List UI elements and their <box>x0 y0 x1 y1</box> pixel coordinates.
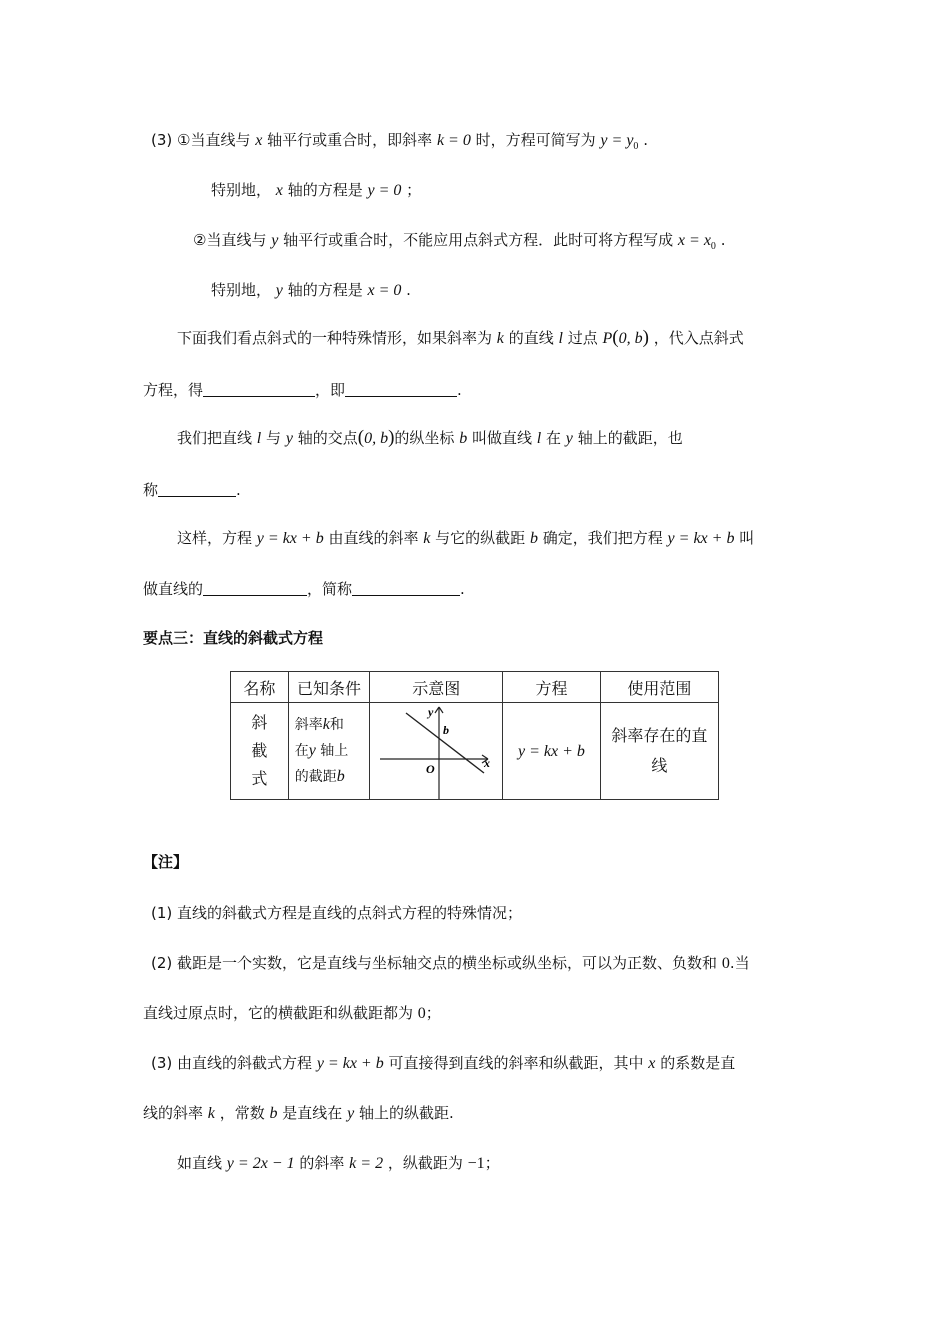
math-sub: 0 <box>710 241 716 252</box>
text: ； <box>406 181 422 199</box>
text: 下面我们看点斜式的一种特殊情形，如果斜率为 <box>177 329 493 347</box>
math-num: 0 <box>721 955 730 972</box>
math-var: b <box>336 768 345 785</box>
text: ； <box>484 1154 500 1172</box>
note-3-line-2 <box>143 1102 454 1125</box>
text: 轴上的截距，也 <box>577 429 683 447</box>
text: 做直线的 <box>143 580 204 598</box>
text: 的截距 <box>294 769 337 785</box>
text: 是直线在 <box>282 1104 343 1122</box>
math-point: 0, b <box>364 430 389 447</box>
math-var: y <box>275 282 283 299</box>
y-axis-arrow <box>435 707 439 713</box>
math-eq: y = y <box>600 132 634 149</box>
paren-close: ) <box>388 427 395 448</box>
cell-diagram <box>370 703 503 800</box>
origin-label: O <box>426 762 435 776</box>
text: 的直线 <box>508 329 554 347</box>
text: . <box>457 381 462 399</box>
slope-line <box>406 713 484 773</box>
text: 过点 <box>567 329 598 347</box>
text-line-p3-1 <box>177 527 754 550</box>
col-header-equation: 方程 <box>503 672 600 703</box>
y-axis-arrow <box>439 707 443 713</box>
math-var: l <box>558 330 563 347</box>
text: 直线过原点时，它的横截距和纵截距都为 <box>143 1004 414 1022</box>
name-char: 截 <box>251 741 268 760</box>
text: 轴平行或重合时，即斜率 <box>267 131 433 149</box>
text: (3) 由直线的斜截式方程 <box>151 1054 313 1072</box>
text: .当 <box>729 954 750 972</box>
math-var: b <box>459 430 468 447</box>
math-var: b <box>529 530 538 547</box>
text: ，简称 <box>307 580 353 598</box>
math-var: P <box>602 330 613 347</box>
math-eq: y = kx + b <box>256 530 324 547</box>
math-var: b <box>269 1105 278 1122</box>
text: 斜率存在的直 <box>611 726 708 745</box>
col-header-diagram: 示意图 <box>370 672 503 703</box>
note-1: (1) 直线的斜截式方程是直线的点斜式方程的特殊情况； <box>151 904 523 922</box>
text: 如直线 <box>177 1154 223 1172</box>
math-num: 0 <box>417 1005 426 1022</box>
math-eq: y = 2x − 1 <box>226 1155 295 1172</box>
cell-name <box>231 703 289 800</box>
math-var: k <box>423 530 431 547</box>
text: 的系数是直 <box>660 1054 736 1072</box>
text: 轴平行或重合时，不能应用点斜式方程．此时可将方程写成 <box>283 231 674 249</box>
text: 轴的方程是 <box>287 181 363 199</box>
table-header-row <box>231 672 719 703</box>
text: 确定，我们把方程 <box>542 529 663 547</box>
math-point: 0, b <box>618 330 643 347</box>
col-header-condition: 已知条件 <box>288 672 370 703</box>
text: 的斜率 <box>299 1154 345 1172</box>
math-eq: y = kx + b <box>667 530 735 547</box>
note-2-line-1 <box>151 952 750 975</box>
math-var: y <box>285 430 293 447</box>
math-var: l <box>256 430 262 447</box>
math-var: k <box>207 1105 215 1122</box>
text: 轴的交点 <box>297 429 358 447</box>
math-eq: x = 0 <box>367 282 402 299</box>
text: 在 <box>546 429 562 447</box>
text: 轴的方程是 <box>287 281 363 299</box>
text: . <box>236 481 241 499</box>
text: 叫做直线 <box>471 429 532 447</box>
math-eq: x = x <box>677 232 711 249</box>
text: 在 <box>294 743 309 759</box>
paren-open: ( <box>612 327 619 348</box>
text: 特别地， <box>211 281 272 299</box>
text-line-p1-1 <box>177 327 744 350</box>
name-char: 式 <box>251 769 268 788</box>
fill-blank[interactable] <box>203 579 307 596</box>
math-sub: 0 <box>633 141 639 152</box>
text-line-s3-4 <box>211 279 411 302</box>
paren-open: ( <box>357 427 365 448</box>
math-eq: k = 2 <box>349 1155 384 1172</box>
math-var: x <box>648 1055 656 1072</box>
math-eq: y = kx + b <box>518 742 585 760</box>
text: 特别地， <box>211 181 272 199</box>
axis-label-x: x <box>484 756 491 770</box>
text: ，常数 <box>219 1104 265 1122</box>
text: 这样，方程 <box>177 529 253 547</box>
col-header-scope: 使用范围 <box>600 672 718 703</box>
fill-blank[interactable] <box>352 579 460 596</box>
text-line-s3-2 <box>211 179 421 202</box>
math-eq: y = 0 <box>367 182 402 199</box>
paren-close: ) <box>642 327 649 348</box>
text: ； <box>425 1004 441 1022</box>
table-row <box>231 703 719 800</box>
math-eq: k = 0 <box>436 132 471 149</box>
section-heading: 要点三：直线的斜截式方程 <box>143 629 324 647</box>
text: 斜率 <box>294 717 323 733</box>
text: . <box>720 231 726 249</box>
axis-label-y: y <box>428 705 434 719</box>
text-line-p2-1 <box>177 427 683 450</box>
text: . <box>460 580 465 598</box>
cell-equation <box>503 703 600 800</box>
cell-condition <box>288 703 370 800</box>
text: (3) ①当直线与 <box>151 131 251 149</box>
math-var: y <box>308 742 316 759</box>
text: 的纵坐标 <box>394 429 455 447</box>
fill-blank[interactable] <box>345 380 457 397</box>
text: 由直线的斜率 <box>328 529 419 547</box>
fill-blank[interactable] <box>203 380 315 397</box>
name-char: 斜 <box>251 713 268 732</box>
math-var: y <box>565 430 573 447</box>
text: . <box>406 281 411 299</box>
text-line-p2-2 <box>143 479 241 501</box>
text-line-s3-3 <box>193 229 725 258</box>
text: ②当直线与 <box>193 231 267 249</box>
math-var: k <box>496 330 504 347</box>
text: 叫 <box>739 529 755 547</box>
text: 与它的纵截距 <box>435 529 526 547</box>
note-3-line-1 <box>151 1052 735 1075</box>
text: ，代入点斜式 <box>653 329 744 347</box>
text: 轴上的纵截距. <box>358 1104 454 1122</box>
text: 方程，得 <box>143 381 204 399</box>
math-var: y <box>271 232 279 249</box>
cell-scope <box>600 703 718 800</box>
math-var: k <box>322 716 330 733</box>
math-eq: y = kx + b <box>316 1055 384 1072</box>
text: ，纵截距为 <box>387 1154 463 1172</box>
text: 和 <box>329 717 344 733</box>
math-var: y <box>347 1105 355 1122</box>
text: 称 <box>143 481 159 499</box>
note-2-line-2 <box>143 1002 441 1025</box>
text: ，即 <box>315 381 346 399</box>
line-diagram <box>370 703 502 799</box>
text: 时，方程可简写为 <box>475 131 596 149</box>
text: 轴上 <box>320 743 349 759</box>
math-var: x <box>255 132 263 149</box>
text: 线 <box>651 756 668 775</box>
text: 与 <box>266 429 282 447</box>
math-var: x <box>275 182 283 199</box>
math-var: l <box>536 430 542 447</box>
text: . <box>643 131 648 149</box>
text-line-s3-1 <box>151 129 648 158</box>
text: 我们把直线 <box>177 429 253 447</box>
fill-blank[interactable] <box>158 480 236 497</box>
text: 线的斜率 <box>143 1104 204 1122</box>
text: (2) 截距是一个实数，它是直线与坐标轴交点的横坐标或纵坐标，可以为正数、负数和 <box>151 954 718 972</box>
spec-table <box>230 671 719 800</box>
intercept-label-b: b <box>443 723 450 737</box>
col-header-name: 名称 <box>231 672 289 703</box>
text-line-p3-2 <box>143 578 465 600</box>
example-line <box>177 1152 500 1175</box>
text: 可直接得到直线的斜率和纵截距，其中 <box>388 1054 644 1072</box>
text-line-p1-2 <box>143 379 462 401</box>
math-num: −1 <box>467 1155 485 1172</box>
note-title: 【注】 <box>143 853 189 871</box>
